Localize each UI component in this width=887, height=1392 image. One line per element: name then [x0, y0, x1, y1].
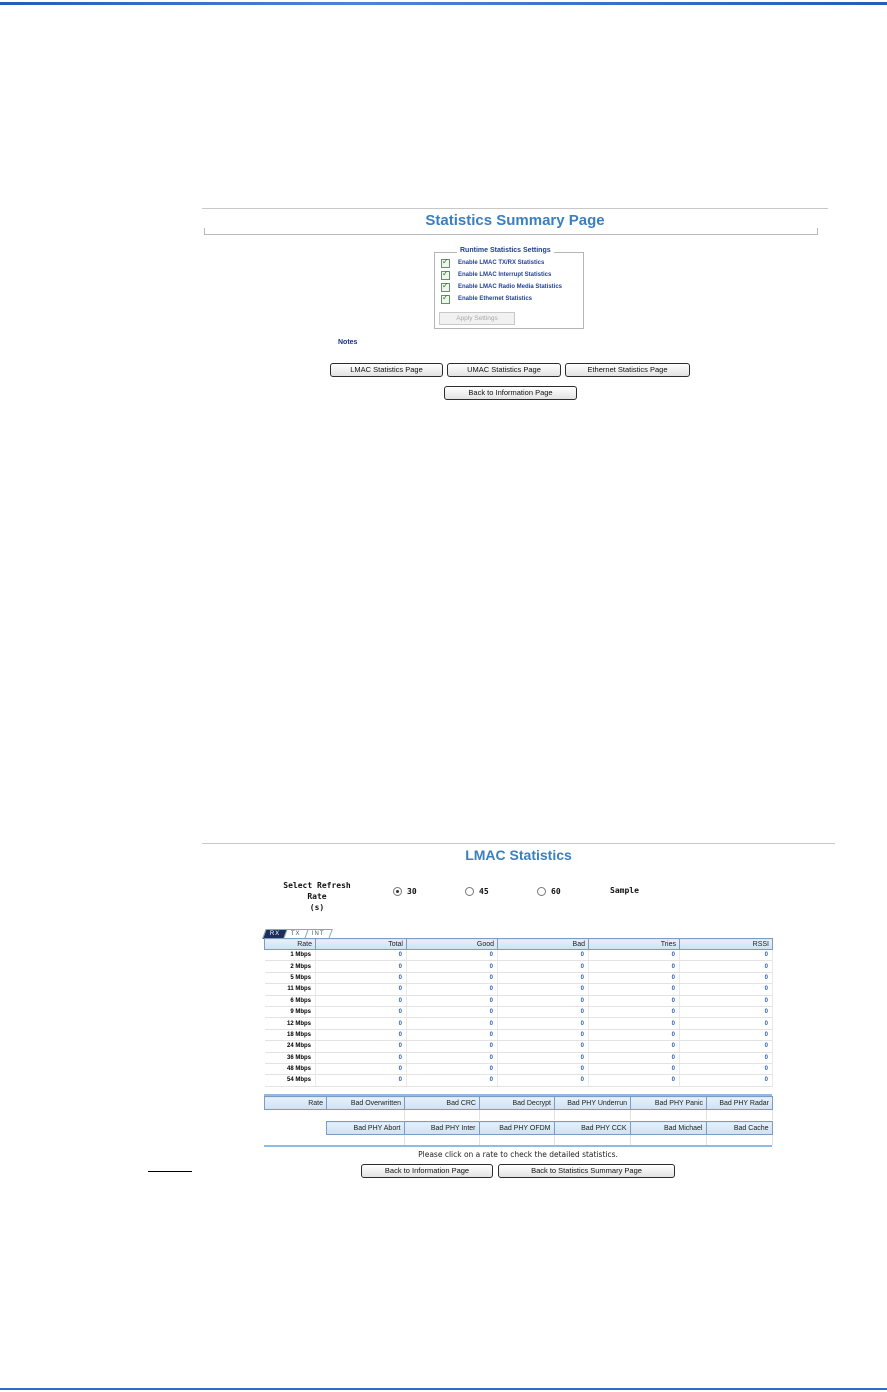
error-header-row-1 — [265, 1097, 773, 1110]
value-cell: 0 — [316, 1063, 407, 1074]
table-cell — [404, 1135, 479, 1146]
value-cell: 0 — [316, 1006, 407, 1017]
table-end-separator — [264, 1145, 772, 1147]
refresh-option-30[interactable] — [393, 887, 417, 896]
table-cell — [630, 1135, 706, 1146]
column-header-rssi: RSSI — [680, 939, 773, 950]
panel-top-border — [202, 843, 835, 844]
rate-cell[interactable]: 6 Mbps — [265, 995, 316, 1006]
value-cell: 0 — [498, 984, 589, 995]
value-cell: 0 — [316, 961, 407, 972]
notes-label: Notes — [338, 339, 358, 346]
checkbox-lmac-interrupt[interactable] — [441, 271, 450, 280]
rate-cell[interactable]: 9 Mbps — [265, 1006, 316, 1017]
value-cell: 0 — [589, 1029, 680, 1040]
empty-cell — [264, 1135, 326, 1146]
column-header-bad-cache: Bad Cache — [706, 1122, 772, 1135]
refresh-rate-label-line1: Select Refresh Rate — [283, 881, 351, 901]
table-header-row — [265, 939, 773, 950]
table-cell — [405, 1110, 480, 1121]
column-header-total: Total — [316, 939, 407, 950]
checkbox-lmac-txrx[interactable] — [441, 259, 450, 268]
page-title: Statistics Summary Page — [425, 212, 605, 229]
column-header-bad: Bad — [498, 939, 589, 950]
value-cell: 0 — [316, 1018, 407, 1029]
value-cell: 0 — [589, 961, 680, 972]
value-cell: 0 — [316, 984, 407, 995]
column-header-bad-phy-cck: Bad PHY CCK — [554, 1122, 630, 1135]
table-row[interactable] — [265, 1075, 773, 1086]
value-cell: 0 — [498, 1063, 589, 1074]
value-cell: 0 — [589, 995, 680, 1006]
value-cell: 0 — [316, 1041, 407, 1052]
column-header-rate: Rate — [265, 1097, 327, 1110]
rate-cell[interactable]: 24 Mbps — [265, 1041, 316, 1052]
ethernet-statistics-button[interactable]: Ethernet Statistics Page — [565, 363, 690, 377]
page-top-rule — [0, 2, 887, 5]
lmac-statistics-panel — [202, 843, 835, 1203]
table-row[interactable] — [265, 1029, 773, 1040]
value-cell: 0 — [316, 1052, 407, 1063]
table-row[interactable] — [265, 1041, 773, 1052]
table-cell — [479, 1135, 554, 1146]
checkbox-row-radio-media[interactable] — [441, 281, 562, 293]
value-cell: 0 — [680, 1052, 773, 1063]
refresh-option-label: 30 — [407, 887, 417, 896]
table-cell — [631, 1110, 707, 1121]
value-cell: 0 — [316, 950, 407, 961]
value-cell: 0 — [407, 1029, 498, 1040]
column-header-rate: Rate — [265, 939, 316, 950]
back-to-summary-button[interactable]: Back to Statistics Summary Page — [498, 1164, 675, 1178]
table-row[interactable] — [265, 950, 773, 961]
back-to-information-button[interactable]: Back to Information Page — [444, 386, 577, 400]
value-cell: 0 — [407, 1018, 498, 1029]
value-cell: 0 — [407, 995, 498, 1006]
note-underline — [148, 1171, 192, 1172]
table-cell — [707, 1110, 773, 1121]
column-header-bad-phy-ofdm: Bad PHY OFDM — [479, 1122, 554, 1135]
value-cell: 0 — [680, 984, 773, 995]
value-cell: 0 — [680, 1029, 773, 1040]
value-cell: 0 — [316, 995, 407, 1006]
checkbox-row-interrupt[interactable] — [441, 269, 551, 281]
error-header-table-2 — [264, 1121, 773, 1145]
table-row[interactable] — [265, 1018, 773, 1029]
value-cell: 0 — [680, 961, 773, 972]
checkbox-label: Enable Ethernet Statistics — [458, 296, 533, 302]
table-cell — [480, 1110, 555, 1121]
table-row[interactable] — [265, 984, 773, 995]
lmac-statistics-button[interactable]: LMAC Statistics Page — [330, 363, 443, 377]
tab-label: INT — [311, 931, 325, 937]
value-cell: 0 — [680, 972, 773, 983]
value-cell: 0 — [498, 1052, 589, 1063]
value-cell: 0 — [407, 1075, 498, 1086]
value-cell: 0 — [589, 1041, 680, 1052]
tab-label: TX — [291, 931, 301, 937]
value-cell: 0 — [589, 1052, 680, 1063]
value-cell: 0 — [316, 972, 407, 983]
checkbox-label: Enable LMAC Radio Media Statistics — [458, 284, 563, 290]
checkbox-lmac-radio-media[interactable] — [441, 283, 450, 292]
value-cell: 0 — [498, 950, 589, 961]
table-row[interactable] — [265, 1006, 773, 1017]
table-cell — [555, 1110, 631, 1121]
refresh-rate-label — [272, 880, 362, 913]
column-header-bad-phy-underrun: Bad PHY Underrun — [555, 1097, 631, 1110]
value-cell: 0 — [407, 984, 498, 995]
error-value-row-2 — [264, 1135, 772, 1146]
apply-settings-button[interactable]: Apply Settings — [439, 312, 515, 325]
column-header-bad-crc: Bad CRC — [405, 1097, 480, 1110]
refresh-option-label: 60 — [551, 887, 561, 896]
value-cell: 0 — [680, 950, 773, 961]
table-cell — [327, 1110, 405, 1121]
page-title: LMAC Statistics — [465, 847, 572, 863]
value-cell: 0 — [407, 950, 498, 961]
column-header-bad-phy-inter: Bad PHY Inter — [404, 1122, 479, 1135]
value-cell: 0 — [407, 1041, 498, 1052]
column-header-bad-phy-panic: Bad PHY Panic — [631, 1097, 707, 1110]
value-cell: 0 — [498, 1041, 589, 1052]
value-cell: 0 — [589, 1006, 680, 1017]
refresh-rate-label-line2: (s) — [309, 903, 325, 912]
value-cell: 0 — [407, 972, 498, 983]
value-cell: 0 — [498, 972, 589, 983]
value-cell: 0 — [407, 1006, 498, 1017]
rate-hint-text: Please click on a rate to check the detailed statistics. — [418, 1150, 618, 1159]
statistics-summary-panel — [202, 208, 828, 426]
value-cell: 0 — [498, 1006, 589, 1017]
rate-cell[interactable]: 2 Mbps — [265, 961, 316, 972]
panel-top-border — [202, 208, 828, 209]
value-cell: 0 — [589, 1018, 680, 1029]
rx-statistics-table — [264, 938, 773, 1087]
error-header-row-2 — [264, 1122, 772, 1135]
value-cell: 0 — [498, 1075, 589, 1086]
stats-tab-bar — [264, 929, 330, 938]
value-cell: 0 — [498, 995, 589, 1006]
value-cell: 0 — [680, 1063, 773, 1074]
column-header-tries: Tries — [589, 939, 680, 950]
settings-legend: Runtime Statistics Settings — [457, 247, 554, 254]
rate-cell[interactable]: 11 Mbps — [265, 984, 316, 995]
value-cell: 0 — [680, 1006, 773, 1017]
table-row[interactable] — [265, 1052, 773, 1063]
refresh-option-label: 45 — [479, 887, 489, 896]
checkbox-ethernet[interactable] — [441, 295, 450, 304]
checkbox-label: Enable LMAC Interrupt Statistics — [458, 272, 552, 278]
back-to-information-button[interactable]: Back to Information Page — [361, 1164, 493, 1178]
value-cell: 0 — [316, 1029, 407, 1040]
empty-cell — [264, 1122, 326, 1135]
column-header-bad-overwritten: Bad Overwritten — [327, 1097, 405, 1110]
sample-label: Sample — [610, 886, 639, 895]
runtime-settings-fieldset — [434, 247, 584, 329]
rx-table-body — [265, 950, 773, 1087]
rate-cell[interactable]: 54 Mbps — [265, 1075, 316, 1086]
checkbox-row-ethernet[interactable] — [441, 293, 532, 305]
rate-cell[interactable]: 12 Mbps — [265, 1018, 316, 1029]
value-cell: 0 — [498, 961, 589, 972]
column-header-bad-phy-abort: Bad PHY Abort — [326, 1122, 404, 1135]
column-header-bad-decrypt: Bad Decrypt — [480, 1097, 555, 1110]
refresh-option-45[interactable] — [465, 887, 489, 896]
table-row[interactable] — [265, 995, 773, 1006]
rate-cell[interactable]: 1 Mbps — [265, 950, 316, 961]
value-cell: 0 — [680, 1041, 773, 1052]
value-cell: 0 — [316, 1075, 407, 1086]
value-cell: 0 — [498, 1029, 589, 1040]
table-cell — [326, 1135, 404, 1146]
radio-icon[interactable] — [537, 887, 546, 896]
value-cell: 0 — [589, 972, 680, 983]
value-cell: 0 — [680, 1075, 773, 1086]
value-cell: 0 — [407, 961, 498, 972]
rate-cell[interactable]: 36 Mbps — [265, 1052, 316, 1063]
checkbox-row-txrx[interactable] — [441, 257, 544, 269]
column-header-good: Good — [407, 939, 498, 950]
value-cell: 0 — [498, 1018, 589, 1029]
tab-label: RX — [269, 931, 281, 937]
value-cell: 0 — [589, 950, 680, 961]
rate-cell[interactable]: 48 Mbps — [265, 1063, 316, 1074]
value-cell: 0 — [589, 1063, 680, 1074]
page-bottom-rule — [0, 1388, 887, 1390]
value-cell: 0 — [407, 1052, 498, 1063]
table-cell — [554, 1135, 630, 1146]
table-cell — [706, 1135, 772, 1146]
column-header-bad-michael: Bad Michael — [630, 1122, 706, 1135]
value-cell: 0 — [680, 995, 773, 1006]
table-row[interactable] — [265, 961, 773, 972]
checkbox-label: Enable LMAC TX/RX Statistics — [458, 260, 545, 266]
umac-statistics-button[interactable]: UMAC Statistics Page — [447, 363, 561, 377]
error-header-table-1 — [264, 1096, 773, 1120]
empty-cell — [265, 1110, 327, 1121]
table-row[interactable] — [265, 972, 773, 983]
title-underline-box — [204, 228, 818, 235]
refresh-option-60[interactable] — [537, 887, 561, 896]
radio-selected-icon[interactable] — [393, 887, 402, 896]
rate-cell[interactable]: 5 Mbps — [265, 972, 316, 983]
value-cell: 0 — [407, 1063, 498, 1074]
radio-icon[interactable] — [465, 887, 474, 896]
table-row[interactable] — [265, 1063, 773, 1074]
value-cell: 0 — [589, 1075, 680, 1086]
rate-cell[interactable]: 18 Mbps — [265, 1029, 316, 1040]
value-cell: 0 — [680, 1018, 773, 1029]
column-header-bad-phy-radar: Bad PHY Radar — [707, 1097, 773, 1110]
value-cell: 0 — [589, 984, 680, 995]
error-value-row-1 — [265, 1110, 773, 1121]
